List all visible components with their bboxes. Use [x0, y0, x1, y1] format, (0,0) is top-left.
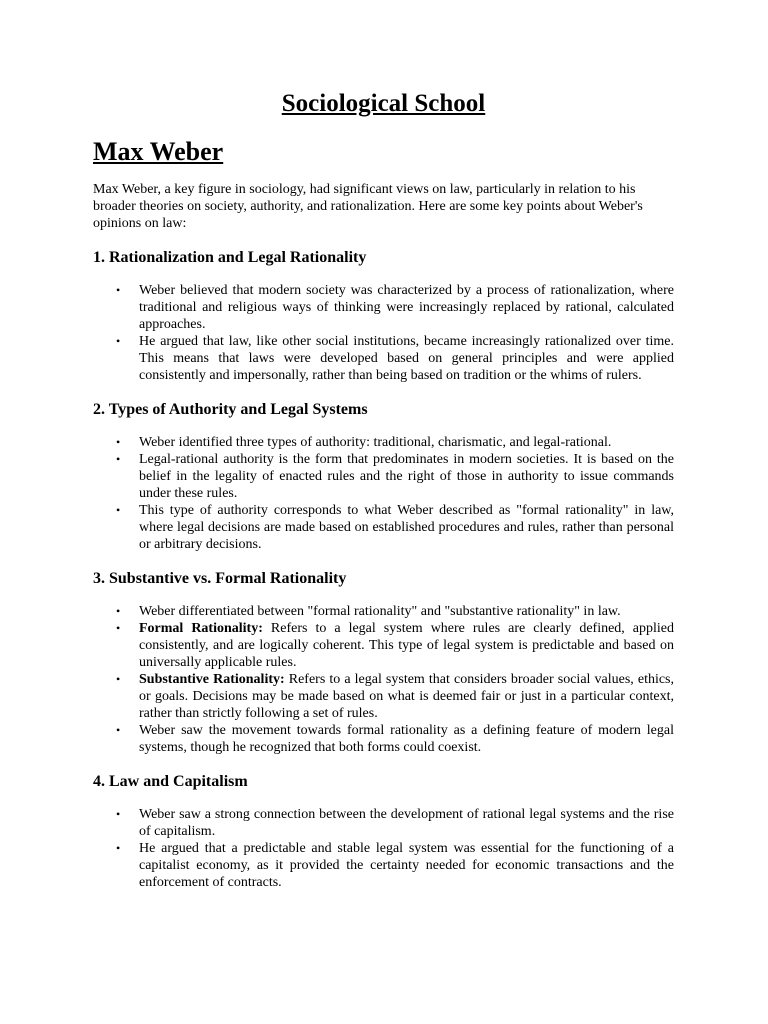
- bullet-text: Weber saw a strong connection between the development of rational legal systems and the rise of capitalism.: [139, 807, 674, 839]
- bullet-text: Weber saw the movement towards formal rationality as a defining feature of modern legal systems, though he recognized that both forms could coexist.: [139, 723, 674, 755]
- bullet-list: [93, 603, 674, 756]
- bullet-text: This type of authority corresponds to what Weber described as "formal rationality" in law, where legal decisions are made based on established procedures and rules, rather than personal or arbitrary decisions.: [139, 503, 674, 552]
- bullet-list: [93, 282, 674, 384]
- bullet-icon: •: [116, 672, 121, 686]
- section-heading: 3. Substantive vs. Formal Rationality: [93, 570, 347, 587]
- section-heading: 4. Law and Capitalism: [93, 773, 248, 790]
- bullet-icon: •: [116, 621, 121, 635]
- bullet-icon: •: [116, 841, 121, 855]
- section-heading: 1. Rationalization and Legal Rationality: [93, 249, 367, 266]
- sections-container: [93, 248, 674, 891]
- list-item: [116, 451, 674, 502]
- list-item: [116, 620, 675, 671]
- bullet-icon: •: [116, 435, 121, 449]
- bullet-text: Legal-rational authority is the form that predominates in modern societies. It is based on the belief in the legality of enacted rules and the right of those in authority to issue commands under these rules.: [139, 452, 674, 501]
- list-item: [116, 603, 674, 620]
- list-item: [116, 434, 674, 451]
- bullet-text: Weber identified three types of authority: traditional, charismatic, and legal-rational.: [139, 435, 612, 450]
- bullet-list: [93, 806, 674, 891]
- bullet-text: Refers to a legal system that considers broader social values, ethics, or goals. Decisions may be made based on what is deemed fair or just in a particular context, rather than strictly following a set of rules.: [139, 672, 675, 721]
- list-item: [116, 282, 674, 333]
- bullet-icon: •: [116, 452, 121, 466]
- bullet-icon: •: [116, 604, 121, 618]
- bullet-text: Weber differentiated between "formal rationality" and "substantive rationality" in law.: [139, 604, 621, 619]
- document-title: Sociological School: [281, 90, 486, 117]
- bullet-list: [93, 434, 674, 553]
- list-item: [116, 806, 674, 840]
- bullet-term: Substantive Rationality:: [139, 672, 285, 687]
- bullet-text: Refers to a legal system where rules are clearly defined, applied consistently, and are logically coherent. This type of legal system is predictable and based on universally applicable rules.: [139, 621, 675, 670]
- list-item: [116, 840, 674, 891]
- list-item: [116, 502, 674, 553]
- document-page: [93, 88, 674, 891]
- bullet-term: Formal Rationality:: [139, 621, 263, 636]
- bullet-icon: •: [116, 503, 121, 517]
- bullet-text: He argued that a predictable and stable legal system was essential for the functioning of a capitalist economy, as it provided the certainty needed for economic transactions and the enforcement of contracts.: [139, 841, 674, 890]
- list-item: [116, 671, 675, 722]
- bullet-icon: •: [116, 334, 121, 348]
- bullet-icon: •: [116, 807, 121, 821]
- intro-paragraph: Max Weber, a key figure in sociology, had significant views on law, particularly in relation to his broader theories on society, authority, and rationalization. Here are some key points about Weber's opinions on law:: [93, 182, 643, 231]
- author-heading: Max Weber: [93, 137, 224, 166]
- section-heading: 2. Types of Authority and Legal Systems: [93, 401, 368, 418]
- bullet-text: Weber believed that modern society was characterized by a process of rationalization, where traditional and religious ways of thinking were increasingly replaced by rational, calculated approaches.: [139, 283, 674, 332]
- list-item: [116, 722, 674, 756]
- list-item: [116, 333, 674, 384]
- bullet-icon: •: [116, 723, 121, 737]
- bullet-icon: •: [116, 283, 121, 297]
- bullet-text: He argued that law, like other social institutions, became increasingly rationalized over time. This means that laws were developed based on general principles and were applied consistently and impersonally, rather than being based on tradition or the whims of rulers.: [139, 334, 674, 383]
